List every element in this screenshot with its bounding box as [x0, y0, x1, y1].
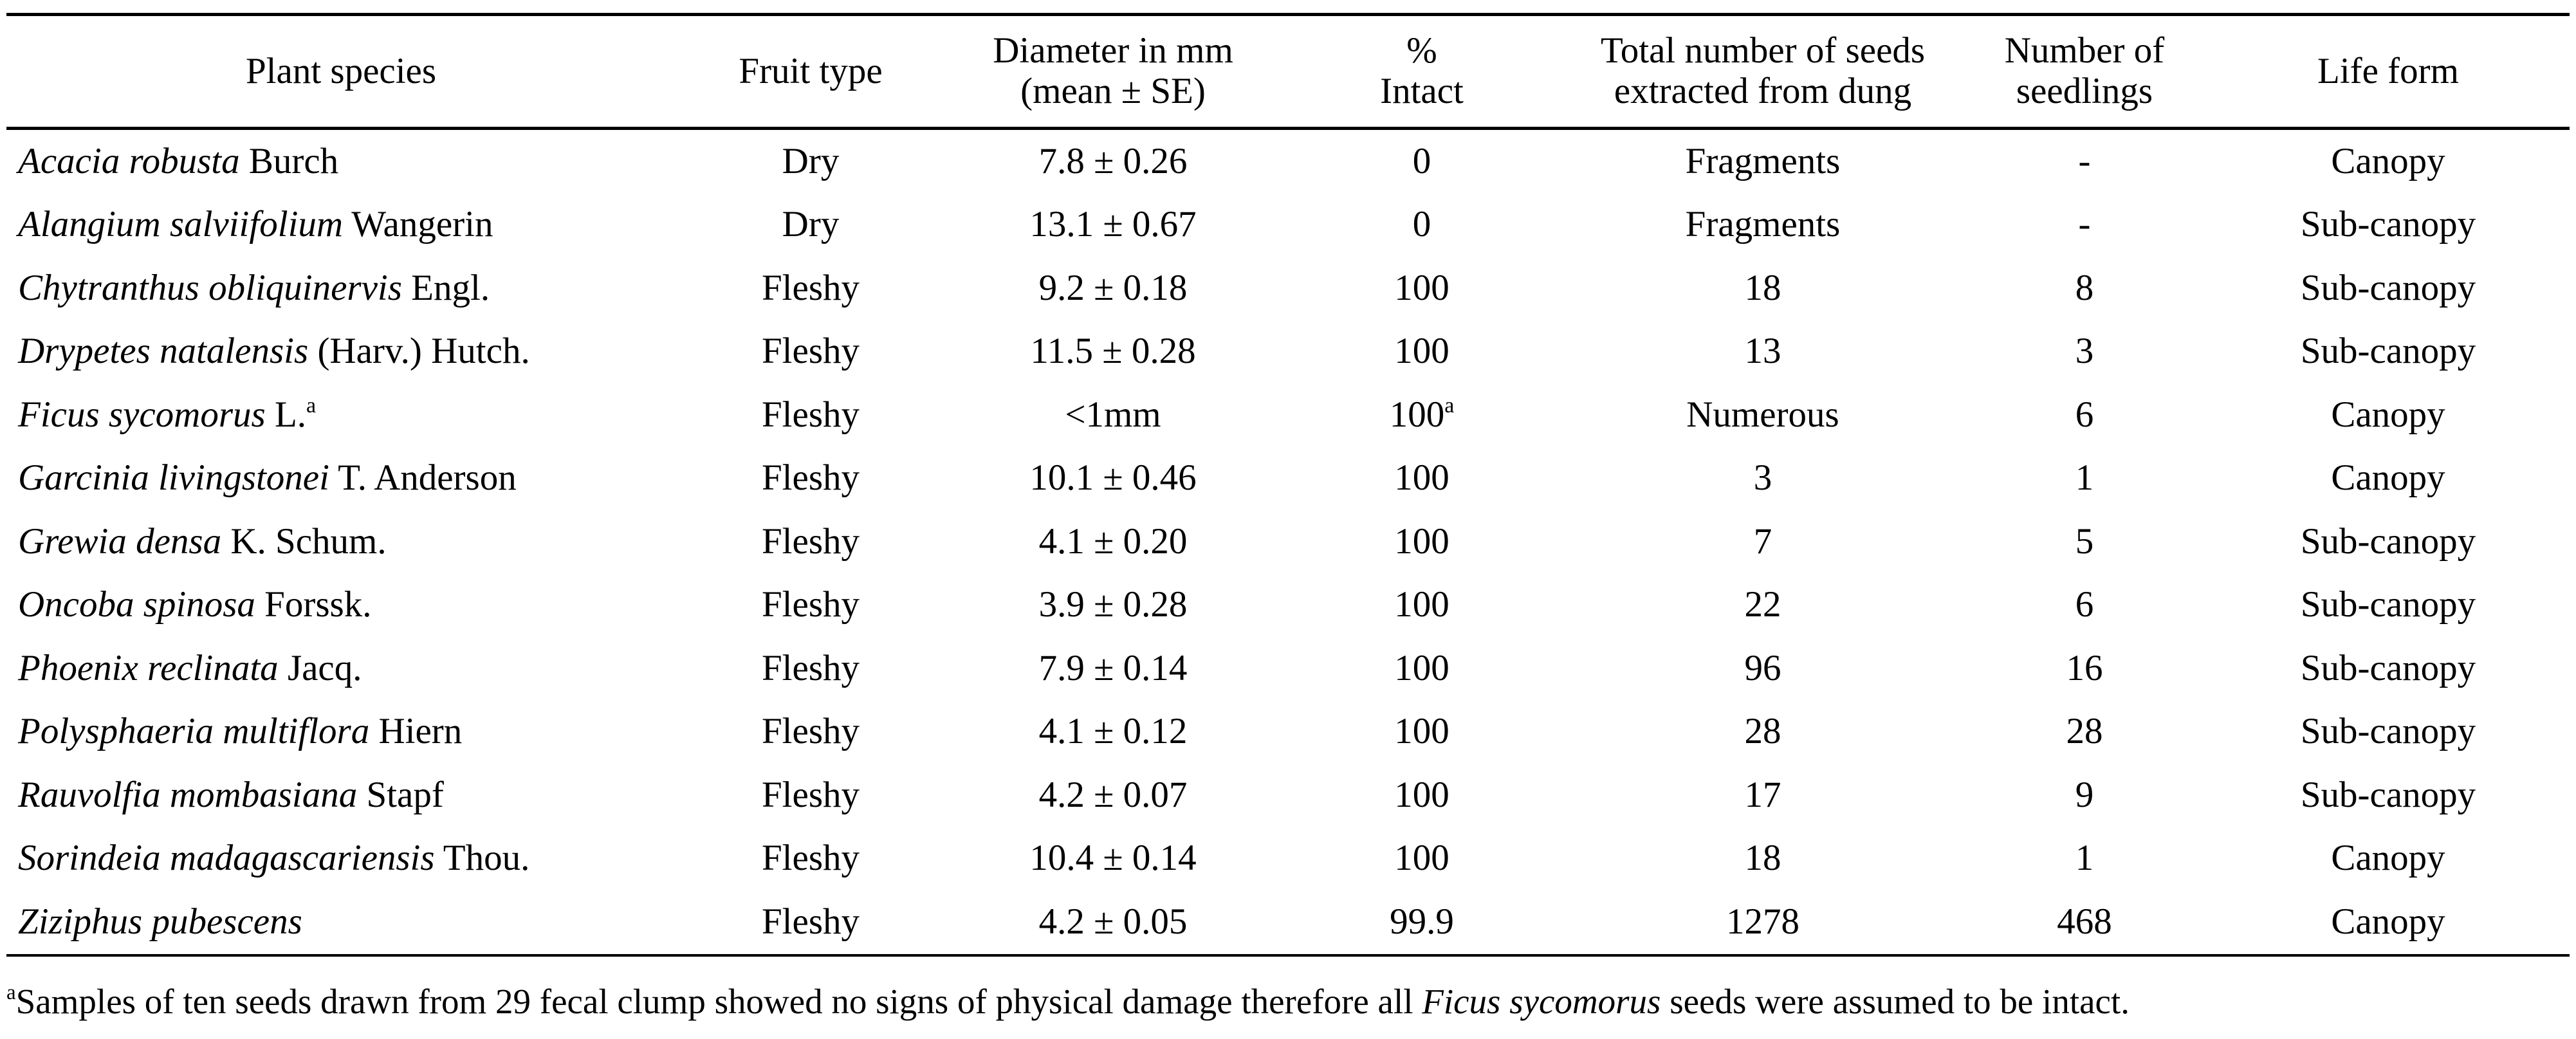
cell-total-seeds-value: 3 [1753, 457, 1772, 499]
column-header: Fruit type [676, 15, 946, 129]
cell-total-seeds-value: 17 [1744, 774, 1781, 815]
cell-total-seeds [1563, 257, 1962, 320]
cell-fruit-type-value: Dry [782, 140, 840, 181]
species-name: Garcinia livingstonei [18, 457, 329, 499]
column-header: Plant species [6, 15, 676, 129]
cell-fruit-type [676, 637, 946, 701]
species-authority: Wangerin [343, 204, 493, 245]
cell-fruit-type [676, 447, 946, 511]
cell-total-seeds-value: Fragments [1685, 204, 1841, 245]
cell-diameter [946, 764, 1280, 827]
cell-seedlings-value: 3 [2075, 331, 2094, 372]
table-row [6, 701, 2570, 764]
footnote-marker: a [306, 393, 317, 418]
cell-life-form [2207, 890, 2570, 955]
cell-seedlings [1962, 701, 2207, 764]
species-name: Oncoba spinosa [18, 584, 255, 625]
cell-percent-intact-value: 100 [1394, 520, 1449, 562]
cell-total-seeds [1563, 447, 1962, 511]
cell-plant-species [6, 827, 676, 891]
cell-total-seeds-value: 1278 [1726, 901, 1799, 942]
species-authority: Hiern [369, 711, 463, 752]
cell-fruit-type-value: Fleshy [761, 457, 860, 499]
table-header-row [6, 15, 2570, 129]
table-row [6, 447, 2570, 511]
cell-seedlings [1962, 510, 2207, 574]
cell-total-seeds-value: 96 [1744, 647, 1781, 688]
cell-percent-intact [1280, 257, 1563, 320]
species-authority: K. Schum. [221, 520, 387, 562]
cell-life-form-value: Sub-canopy [2300, 774, 2476, 815]
cell-seedlings-value: 9 [2075, 774, 2094, 815]
species-name: Ficus sycomorus [18, 394, 266, 435]
cell-life-form-value: Sub-canopy [2300, 711, 2476, 752]
cell-plant-species [6, 447, 676, 511]
cell-total-seeds [1563, 510, 1962, 574]
cell-percent-intact [1280, 320, 1563, 384]
cell-diameter [946, 129, 1280, 194]
table-row [6, 257, 2570, 320]
cell-diameter [946, 320, 1280, 384]
cell-life-form [2207, 574, 2570, 638]
cell-life-form [2207, 383, 2570, 447]
seed-dispersal-table [6, 13, 2570, 957]
cell-total-seeds-value: Fragments [1685, 140, 1841, 181]
column-header: % Intact [1280, 15, 1563, 129]
cell-seedlings-value: 1 [2075, 838, 2094, 879]
cell-total-seeds-value: 18 [1744, 838, 1781, 879]
cell-total-seeds-value: Numerous [1686, 394, 1839, 435]
cell-diameter-value: 9.2 ± 0.18 [1038, 267, 1188, 308]
cell-seedlings [1962, 129, 2207, 194]
cell-seedlings-value: 8 [2075, 267, 2094, 308]
cell-percent-intact-value: 100 [1394, 331, 1449, 372]
cell-plant-species [6, 764, 676, 827]
cell-percent-intact-value: 99.9 [1390, 901, 1454, 942]
cell-fruit-type [676, 194, 946, 257]
species-authority: L. [265, 394, 307, 435]
cell-diameter-value: <1mm [1065, 394, 1161, 435]
cell-fruit-type-value: Fleshy [761, 838, 860, 879]
species-name: Rauvolfia mombasiana [18, 774, 358, 815]
cell-diameter [946, 890, 1280, 955]
cell-fruit-type-value: Fleshy [761, 901, 860, 942]
cell-life-form [2207, 194, 2570, 257]
cell-percent-intact [1280, 383, 1563, 447]
cell-seedlings-value: 6 [2075, 584, 2094, 625]
cell-percent-intact-value: 0 [1412, 140, 1431, 181]
cell-diameter [946, 447, 1280, 511]
table-row [6, 890, 2570, 955]
cell-percent-intact-value: 100 [1394, 267, 1449, 308]
cell-plant-species [6, 383, 676, 447]
cell-plant-species [6, 637, 676, 701]
cell-life-form-value: Sub-canopy [2300, 331, 2476, 372]
cell-total-seeds [1563, 637, 1962, 701]
cell-total-seeds [1563, 194, 1962, 257]
cell-total-seeds [1563, 890, 1962, 955]
cell-percent-intact-value: 100 [1394, 774, 1449, 815]
cell-diameter [946, 257, 1280, 320]
cell-diameter-value: 4.2 ± 0.07 [1038, 774, 1188, 815]
cell-diameter [946, 637, 1280, 701]
cell-percent-intact [1280, 764, 1563, 827]
table-row [6, 827, 2570, 891]
cell-percent-intact-value: 100 [1394, 584, 1449, 625]
cell-seedlings-value: 468 [2057, 901, 2112, 942]
cell-total-seeds-value: 28 [1744, 711, 1781, 752]
cell-diameter [946, 510, 1280, 574]
cell-life-form-value: Sub-canopy [2300, 647, 2476, 688]
cell-life-form-value: Canopy [2331, 140, 2445, 181]
cell-fruit-type-value: Fleshy [761, 584, 860, 625]
cell-fruit-type-value: Fleshy [761, 647, 860, 688]
cell-life-form-value: Sub-canopy [2300, 204, 2476, 245]
cell-life-form [2207, 257, 2570, 320]
column-header: Number of seedlings [1962, 15, 2207, 129]
cell-life-form [2207, 764, 2570, 827]
table-row [6, 764, 2570, 827]
cell-diameter-value: 7.8 ± 0.26 [1038, 140, 1188, 181]
cell-fruit-type [676, 827, 946, 891]
cell-life-form [2207, 637, 2570, 701]
table-row [6, 637, 2570, 701]
cell-fruit-type-value: Fleshy [761, 331, 860, 372]
table-body [6, 129, 2570, 955]
cell-percent-intact-value: 100 [1394, 647, 1449, 688]
cell-seedlings [1962, 257, 2207, 320]
cell-plant-species [6, 510, 676, 574]
cell-diameter-value: 10.4 ± 0.14 [1029, 838, 1197, 879]
cell-seedlings [1962, 447, 2207, 511]
cell-seedlings [1962, 827, 2207, 891]
cell-diameter-value: 4.2 ± 0.05 [1038, 901, 1188, 942]
footnote-text: Samples of ten seeds drawn from 29 fecal clump showed no signs of physical damage therefore all [15, 982, 1422, 1021]
table-row [6, 194, 2570, 257]
cell-plant-species [6, 320, 676, 384]
cell-fruit-type [676, 890, 946, 955]
species-authority: Jacq. [278, 647, 362, 688]
footnote-marker: a [6, 981, 16, 1004]
cell-fruit-type-value: Fleshy [761, 267, 860, 308]
cell-life-form-value: Canopy [2331, 394, 2445, 435]
cell-plant-species [6, 194, 676, 257]
cell-total-seeds-value: 7 [1753, 520, 1772, 562]
footnote-text-end: seeds were assumed to be intact. [1661, 982, 2130, 1021]
table-row [6, 510, 2570, 574]
footnote-italic-species: Ficus sycomorus [1422, 982, 1661, 1021]
cell-life-form-value: Canopy [2331, 838, 2445, 879]
cell-seedlings [1962, 320, 2207, 384]
species-authority: Stapf [357, 774, 444, 815]
cell-diameter-value: 3.9 ± 0.28 [1038, 584, 1188, 625]
cell-diameter-value: 4.1 ± 0.20 [1038, 520, 1188, 562]
cell-plant-species [6, 257, 676, 320]
cell-plant-species [6, 574, 676, 638]
cell-total-seeds [1563, 383, 1962, 447]
cell-plant-species [6, 890, 676, 955]
species-authority: Forssk. [255, 584, 372, 625]
cell-percent-intact-value: 100 [1389, 394, 1445, 435]
cell-fruit-type-value: Fleshy [761, 711, 860, 752]
cell-seedlings-value: 1 [2075, 457, 2094, 499]
cell-life-form [2207, 320, 2570, 384]
species-authority: Burch [239, 140, 339, 181]
cell-total-seeds [1563, 320, 1962, 384]
cell-percent-intact [1280, 447, 1563, 511]
cell-seedlings [1962, 383, 2207, 447]
cell-fruit-type [676, 510, 946, 574]
cell-seedlings [1962, 194, 2207, 257]
cell-total-seeds [1563, 574, 1962, 638]
species-name: Sorindeia madagascariensis [18, 838, 435, 879]
cell-percent-intact [1280, 194, 1563, 257]
cell-diameter-value: 10.1 ± 0.46 [1029, 457, 1197, 499]
column-header: Total number of seeds extracted from dung [1563, 15, 1962, 129]
cell-total-seeds-value: 13 [1744, 331, 1781, 372]
cell-diameter [946, 383, 1280, 447]
cell-life-form [2207, 447, 2570, 511]
cell-percent-intact [1280, 129, 1563, 194]
cell-percent-intact [1280, 637, 1563, 701]
cell-seedlings-value: 28 [2066, 711, 2103, 752]
cell-diameter-value: 4.1 ± 0.12 [1038, 711, 1188, 752]
cell-fruit-type-value: Fleshy [761, 394, 860, 435]
species-name: Ziziphus pubescens [18, 901, 302, 942]
cell-seedlings-value: - [2078, 204, 2091, 245]
footnote-marker: a [1444, 393, 1455, 418]
cell-fruit-type-value: Dry [782, 204, 840, 245]
species-authority: T. Anderson [329, 457, 517, 499]
cell-diameter-value: 7.9 ± 0.14 [1038, 647, 1188, 688]
cell-seedlings-value: 16 [2066, 647, 2103, 688]
column-header: Life form [2207, 15, 2570, 129]
table-row [6, 129, 2570, 194]
cell-diameter-value: 13.1 ± 0.67 [1029, 204, 1197, 245]
species-name: Alangium salviifolium [18, 204, 344, 245]
cell-seedlings-value: 5 [2075, 520, 2094, 562]
cell-diameter-value: 11.5 ± 0.28 [1030, 331, 1196, 372]
cell-life-form-value: Canopy [2331, 901, 2445, 942]
cell-life-form [2207, 510, 2570, 574]
cell-fruit-type [676, 701, 946, 764]
cell-seedlings-value: 6 [2075, 394, 2094, 435]
species-authority: (Harv.) Hutch. [308, 331, 530, 372]
species-name: Grewia densa [18, 520, 222, 562]
table-row [6, 383, 2570, 447]
cell-fruit-type [676, 129, 946, 194]
cell-diameter [946, 194, 1280, 257]
cell-fruit-type [676, 764, 946, 827]
table-footnote [6, 981, 2570, 1022]
table-row [6, 320, 2570, 384]
cell-percent-intact-value: 100 [1394, 711, 1449, 752]
cell-total-seeds [1563, 701, 1962, 764]
data-table-container [6, 13, 2570, 957]
cell-diameter [946, 701, 1280, 764]
cell-fruit-type [676, 257, 946, 320]
cell-fruit-type [676, 574, 946, 638]
cell-life-form-value: Sub-canopy [2300, 267, 2476, 308]
cell-life-form-value: Sub-canopy [2300, 584, 2476, 625]
species-name: Drypetes natalensis [18, 331, 309, 372]
species-name: Acacia robusta [18, 140, 240, 181]
cell-total-seeds-value: 18 [1744, 267, 1781, 308]
cell-diameter [946, 827, 1280, 891]
cell-seedlings-value: - [2078, 140, 2091, 181]
species-authority: Engl. [401, 267, 490, 308]
cell-fruit-type-value: Fleshy [761, 520, 860, 562]
cell-percent-intact-value: 100 [1394, 457, 1449, 499]
cell-percent-intact [1280, 574, 1563, 638]
cell-seedlings [1962, 764, 2207, 827]
species-authority: Thou. [434, 838, 530, 879]
species-name: Phoenix reclinata [18, 647, 279, 688]
cell-seedlings [1962, 890, 2207, 955]
cell-seedlings [1962, 637, 2207, 701]
cell-total-seeds [1563, 764, 1962, 827]
cell-seedlings [1962, 574, 2207, 638]
cell-total-seeds [1563, 129, 1962, 194]
species-name: Chytranthus obliquinervis [18, 267, 402, 308]
cell-percent-intact [1280, 890, 1563, 955]
cell-percent-intact [1280, 827, 1563, 891]
cell-diameter [946, 574, 1280, 638]
cell-total-seeds-value: 22 [1744, 584, 1781, 625]
cell-fruit-type [676, 383, 946, 447]
cell-percent-intact-value: 100 [1394, 838, 1449, 879]
table-row [6, 574, 2570, 638]
cell-percent-intact-value: 0 [1412, 204, 1431, 245]
cell-plant-species [6, 701, 676, 764]
cell-life-form [2207, 827, 2570, 891]
cell-life-form-value: Canopy [2331, 457, 2445, 499]
cell-life-form [2207, 129, 2570, 194]
cell-total-seeds [1563, 827, 1962, 891]
cell-percent-intact [1280, 510, 1563, 574]
cell-life-form [2207, 701, 2570, 764]
species-name: Polysphaeria multiflora [18, 711, 370, 752]
column-header: Diameter in mm (mean ± SE) [946, 15, 1280, 129]
cell-fruit-type-value: Fleshy [761, 774, 860, 815]
cell-percent-intact [1280, 701, 1563, 764]
cell-plant-species [6, 129, 676, 194]
cell-fruit-type [676, 320, 946, 384]
cell-life-form-value: Sub-canopy [2300, 520, 2476, 562]
